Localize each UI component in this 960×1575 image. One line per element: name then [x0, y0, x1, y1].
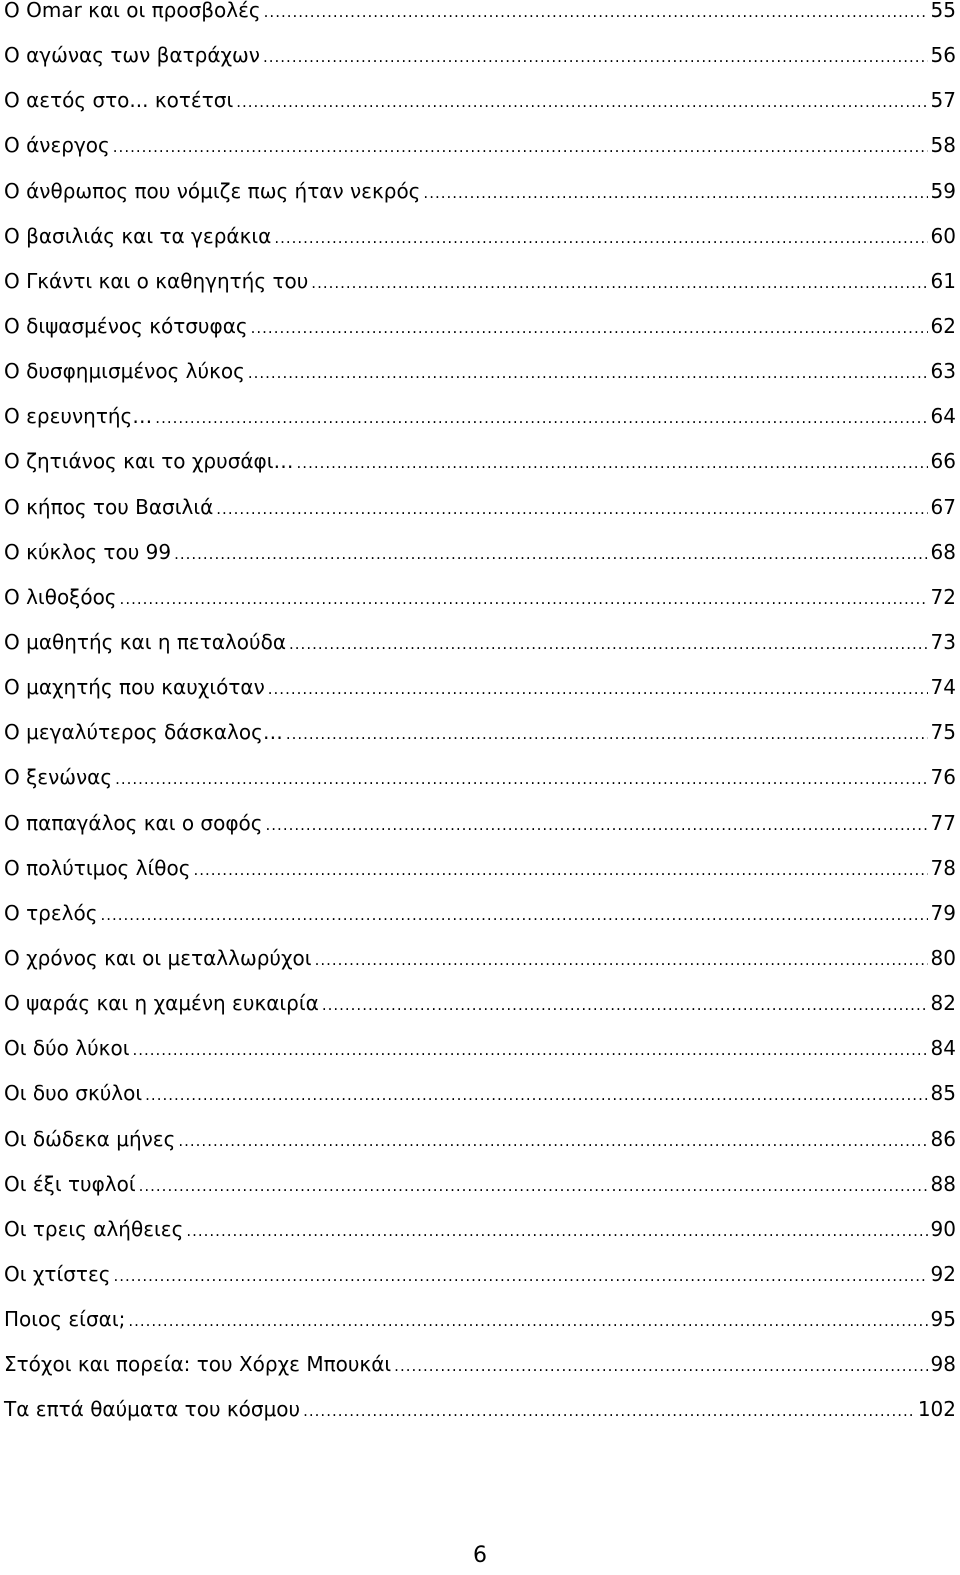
- toc-entry-page: 74: [930, 675, 956, 700]
- toc-entry-title: Ο κύκλος του 99: [4, 539, 172, 564]
- toc-entry-title: Οι δώδεκα μήνες: [4, 1126, 176, 1151]
- toc-entry: [4, 1162, 956, 1207]
- toc-entry-page: 66: [930, 449, 956, 474]
- toc-entry-page: 58: [930, 133, 956, 158]
- toc-entry: [4, 1387, 956, 1432]
- toc-entry: [4, 169, 956, 214]
- toc-dot-leader: [128, 1299, 927, 1344]
- toc-entry-title: Ο μεγαλύτερος δάσκαλος…: [4, 720, 283, 745]
- table-of-contents: [4, 0, 956, 1433]
- toc-dot-leader: [132, 1028, 927, 1073]
- toc-entry-page: 60: [930, 223, 956, 248]
- toc-entry: [4, 936, 956, 981]
- toc-dot-leader: [286, 712, 928, 757]
- toc-dot-leader: [289, 622, 928, 667]
- toc-entry-page: 62: [930, 313, 956, 338]
- toc-dot-leader: [394, 1344, 927, 1389]
- toc-entry-page: 76: [930, 765, 956, 790]
- toc-entry: [4, 1026, 956, 1071]
- toc-dot-leader: [303, 1389, 915, 1434]
- toc-entry: [4, 1342, 956, 1387]
- toc-entry: [4, 891, 956, 936]
- toc-dot-leader: [113, 125, 928, 170]
- toc-dot-leader: [251, 306, 928, 351]
- toc-dot-leader: [248, 351, 928, 396]
- toc-entry-title: Ο άνεργος: [4, 133, 110, 158]
- toc-dot-leader: [322, 983, 928, 1028]
- toc-dot-leader: [178, 1119, 927, 1164]
- toc-entry: [4, 1117, 956, 1162]
- toc-entry-title: Οι χτίστες: [4, 1261, 111, 1286]
- toc-entry: [4, 620, 956, 665]
- toc-entry: [4, 530, 956, 575]
- toc-entry-title: Οι δυο σκύλοι: [4, 1081, 143, 1106]
- toc-entry: [4, 1297, 956, 1342]
- toc-entry: [4, 394, 956, 439]
- toc-entry-title: Ο ψαράς και η χαμένη ευκαιρία: [4, 991, 319, 1016]
- toc-entry-title: Ο κήπος του Βασιλιά: [4, 494, 214, 519]
- toc-entry: [4, 1207, 956, 1252]
- toc-entry-title: Ο δυσφημισμένος λύκος: [4, 359, 245, 384]
- toc-entry-title: Ο ερευνητής…: [4, 404, 153, 429]
- toc-dot-leader: [274, 216, 927, 261]
- page-number: 6: [473, 1543, 487, 1568]
- toc-entry: [4, 710, 956, 755]
- toc-dot-leader: [186, 1209, 927, 1254]
- toc-entry-title: Ο Γκάντι και ο καθηγητής του: [4, 268, 309, 293]
- toc-entry-page: 85: [930, 1081, 956, 1106]
- toc-dot-leader: [423, 171, 927, 216]
- toc-dot-leader: [268, 667, 928, 712]
- toc-entry-title: Στόχοι και πορεία: του Χόρχε Μπουκάι: [4, 1352, 392, 1377]
- toc-entry-title: Ο χρόνος και οι μεταλλωρύχοι: [4, 945, 312, 970]
- toc-entry: [4, 1252, 956, 1297]
- toc-entry: [4, 439, 956, 484]
- toc-entry-title: Ο Omar και οι προσβολές: [4, 0, 261, 22]
- toc-entry-page: 55: [930, 0, 956, 22]
- toc-entry-title: Ο ζητιάνος και το χρυσάφι…: [4, 449, 294, 474]
- toc-entry-page: 59: [930, 178, 956, 203]
- toc-entry-page: 77: [930, 810, 956, 835]
- toc-entry: [4, 485, 956, 530]
- toc-entry-page: 67: [930, 494, 956, 519]
- toc-entry: [4, 1071, 956, 1116]
- toc-entry-page: 68: [930, 539, 956, 564]
- toc-entry-title: Ο άνθρωπος που νόμιζε πως ήταν νεκρός: [4, 178, 421, 203]
- toc-dot-leader: [100, 893, 927, 938]
- toc-entry-title: Ο μαχητής που καυχιόταν: [4, 675, 265, 700]
- toc-dot-leader: [120, 577, 928, 622]
- toc-entry-page: 63: [930, 359, 956, 384]
- toc-dot-leader: [263, 35, 928, 80]
- toc-entry-page: 92: [930, 1261, 956, 1286]
- toc-entry: [4, 33, 956, 78]
- toc-entry: [4, 575, 956, 620]
- toc-entry-title: Οι τρεις αλήθειες: [4, 1216, 184, 1241]
- toc-dot-leader: [115, 757, 927, 802]
- toc-dot-leader: [266, 803, 928, 848]
- toc-dot-leader: [174, 532, 927, 577]
- toc-entry-page: 80: [930, 945, 956, 970]
- toc-dot-leader: [264, 0, 928, 35]
- toc-entry-page: 78: [930, 855, 956, 880]
- toc-entry: [4, 846, 956, 891]
- toc-entry-page: 86: [930, 1126, 956, 1151]
- toc-entry: [4, 259, 956, 304]
- toc-entry-page: 64: [930, 404, 956, 429]
- toc-entry-page: 95: [930, 1307, 956, 1332]
- toc-dot-leader: [139, 1164, 928, 1209]
- toc-entry-page: 84: [930, 1036, 956, 1061]
- toc-entry: [4, 0, 956, 33]
- toc-entry-page: 73: [930, 629, 956, 654]
- toc-entry-title: Ο αετός στο... κοτέτσι: [4, 88, 234, 113]
- toc-entry-page: 57: [930, 88, 956, 113]
- toc-entry-title: Ο βασιλιάς και τα γεράκια: [4, 223, 272, 248]
- toc-entry: [4, 123, 956, 168]
- toc-entry-page: 102: [917, 1397, 956, 1422]
- toc-entry: [4, 801, 956, 846]
- toc-entry-page: 88: [930, 1171, 956, 1196]
- toc-entry: [4, 214, 956, 259]
- toc-dot-leader: [216, 487, 927, 532]
- toc-entry: [4, 755, 956, 800]
- toc-dot-leader: [193, 848, 927, 893]
- toc-dot-leader: [297, 441, 928, 486]
- toc-dot-leader: [236, 80, 927, 125]
- toc-entry-title: Τα επτά θαύματα του κόσμου: [4, 1397, 301, 1422]
- toc-entry: [4, 78, 956, 123]
- toc-entry-title: Ο μαθητής και η πεταλούδα: [4, 629, 287, 654]
- toc-entry-title: Ποιος είσαι;: [4, 1307, 126, 1332]
- toc-entry-page: 72: [930, 584, 956, 609]
- toc-entry: [4, 304, 956, 349]
- toc-entry-page: 61: [930, 268, 956, 293]
- toc-entry-page: 98: [930, 1352, 956, 1377]
- toc-entry: [4, 349, 956, 394]
- toc-entry-title: Ο τρελός: [4, 900, 98, 925]
- toc-dot-leader: [315, 938, 928, 983]
- toc-entry: [4, 981, 956, 1026]
- toc-entry-title: Ο παπαγάλος και ο σοφός: [4, 810, 263, 835]
- toc-entry-title: Ο διψασμένος κότσυφας: [4, 313, 248, 338]
- toc-dot-leader: [114, 1254, 928, 1299]
- toc-entry-title: Οι έξι τυφλοί: [4, 1171, 136, 1196]
- toc-entry-page: 90: [930, 1216, 956, 1241]
- toc-entry-title: Ο αγώνας των βατράχων: [4, 43, 260, 68]
- toc-entry-page: 79: [930, 900, 956, 925]
- toc-entry-page: 82: [930, 991, 956, 1016]
- toc-entry-title: Ο ξενώνας: [4, 765, 113, 790]
- toc-entry-page: 56: [930, 43, 956, 68]
- toc-entry: [4, 665, 956, 710]
- toc-dot-leader: [311, 261, 927, 306]
- toc-dot-leader: [145, 1073, 927, 1118]
- toc-entry-title: Ο λιθοξόος: [4, 584, 117, 609]
- toc-entry-title: Ο πολύτιμος λίθος: [4, 855, 191, 880]
- toc-dot-leader: [155, 396, 927, 441]
- toc-entry-page: 75: [930, 720, 956, 745]
- toc-entry-title: Οι δύο λύκοι: [4, 1036, 130, 1061]
